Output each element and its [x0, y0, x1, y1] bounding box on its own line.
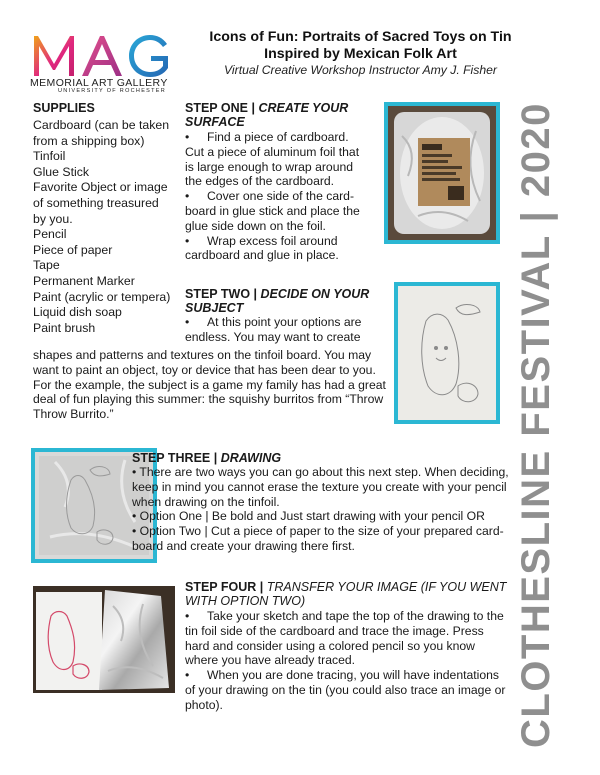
list-item: • When you are done tracing, you will have indentations of your drawing on the tin (you could also trace an image or photo). — [185, 668, 506, 712]
step-one-body — [185, 130, 370, 263]
list-item: • Option One | Be bold and Just start drawing with your pencil OR — [132, 509, 485, 524]
list-item: • Option Two | Cut a piece of paper to the size of your prepared card-board and create your drawing there first. — [132, 524, 504, 553]
logo-gallery-name: MEMORIAL ART GALLERY — [30, 77, 168, 89]
supply-item: Tinfoil — [33, 149, 66, 164]
supply-item: Pencil — [33, 227, 67, 242]
supplies-list — [33, 118, 175, 336]
title-line-1: Icons of Fun: Portraits of Sacred Toys on Tin — [209, 29, 512, 45]
step-three-title: DRAWING — [220, 451, 282, 465]
step-one-photo — [384, 102, 500, 244]
list-item: • Wrap excess foil around cardboard and glue in place. — [185, 233, 339, 263]
title-line-2: Inspired by Mexican Folk Art — [264, 46, 457, 62]
supply-item: Permanent Marker — [33, 273, 135, 288]
step-two-bullet: • At this point your options are endless. You may want to create — [185, 315, 362, 344]
step-four-body — [185, 609, 510, 713]
list-item: • Find a piece of cardboard. Cut a piece of aluminum foil that is large enough to wrap around the edges of the cardboard. — [185, 130, 360, 189]
mag-logo-mark — [30, 30, 180, 78]
step-one-label: STEP ONE | — [185, 101, 259, 115]
supply-item: Paint brush — [33, 320, 96, 335]
step-two-continuation: shapes and patterns and textures on the tinfoil board. You may want to paint an object, toy or device that has been dear to you. For the example, the subject is a game my family has had a great deal of fun playing this summer: the squishy burritos from “Throw Throw Burrito.” — [33, 348, 386, 422]
logo-university-name: UNIVERSITY OF ROCHESTER — [58, 88, 167, 94]
supply-item: Piece of paper — [33, 242, 113, 257]
step-three-heading — [132, 451, 532, 465]
list-item: • There are two ways you can go about this next step. When deciding, keep in mind you cannot erase the texture you create with your pencil when drawing on the tinfoil. — [132, 465, 509, 509]
step-two-heading — [185, 287, 380, 315]
step-two-photo — [394, 282, 500, 424]
supply-item: Tape — [33, 258, 60, 273]
step-four-label: STEP FOUR | — [185, 580, 267, 594]
step-three-body — [132, 465, 512, 554]
step-two-title: DECIDE ON YOUR SUBJECT — [185, 287, 370, 315]
step-three-label: STEP THREE | — [132, 451, 221, 465]
festival-banner: CLOTHESLINE FESTIVAL | 2020 — [514, 102, 558, 748]
supply-item: Liquid dish soap — [33, 305, 122, 320]
supply-item: Glue Stick — [33, 164, 90, 179]
list-item: • Take your sketch and tape the top of the drawing to the tin foil side of the cardboard and trace the image. Press hard and consider using a colored pencil so you know where you have already traced. — [185, 609, 504, 668]
step-four-title: TRANSFER YOUR IMAGE (IF YOU WENT WITH OPTION TWO) — [185, 580, 507, 608]
step-one-title: CREATE YOUR SURFACE — [185, 101, 349, 129]
list-item: • Cover one side of the card-board in glue stick and place the glue side down on the foil. — [185, 189, 360, 233]
page-subtitle: Virtual Creative Workshop Instructor Amy J. Fisher — [224, 63, 497, 77]
step-one-heading — [185, 101, 370, 129]
supply-item: Favorite Object or image of something treasured by you. — [33, 180, 168, 226]
step-four-photo — [33, 586, 175, 693]
step-two-label: STEP TWO | — [185, 287, 261, 301]
supply-item: Cardboard (can be taken from a shipping box) — [33, 118, 170, 148]
supply-item: Paint (acrylic or tempera) — [33, 289, 171, 304]
page-title — [188, 29, 533, 63]
step-four-heading — [185, 580, 515, 608]
supplies-heading: SUPPLIES — [33, 101, 95, 115]
